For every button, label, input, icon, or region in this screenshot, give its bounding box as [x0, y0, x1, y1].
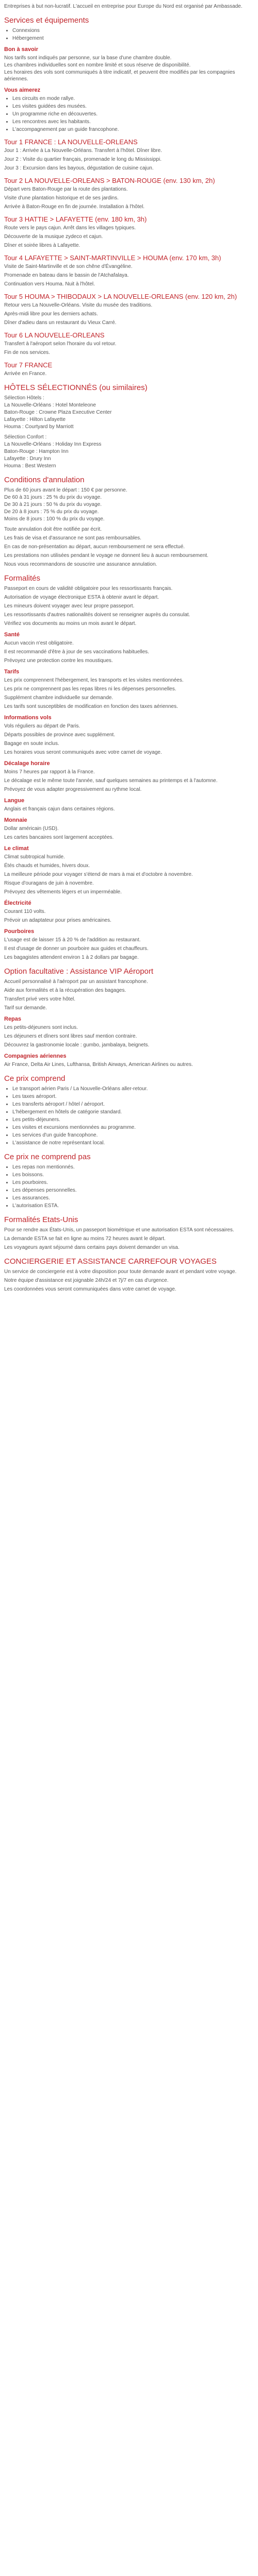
tour-paragraph: Après-midi libre pour les derniers achats. [4, 311, 98, 317]
repas-paragraph: Les déjeuners et dîners sont libres sauf mention contraire. [4, 1033, 137, 1039]
hotel-line: Lafayette : Hilton Lafayette [4, 417, 66, 422]
list-item: • Les circuits en mode rallye. [12, 95, 254, 102]
list-item: • Connexions [12, 27, 254, 34]
decalage-title: Décalage horaire [4, 760, 50, 767]
info-vols-paragraph: Vols réguliers au départ de Paris. [4, 723, 80, 729]
conditions-line: Moins de 8 jours : 100 % du prix du voyage. [4, 516, 105, 522]
tour-title: Tour 7 FRANCE [4, 361, 53, 369]
list-item: • Les transferts aéroport / hôtel / aéroport. [12, 1101, 254, 1108]
compagnies-paragraph: Air France, Delta Air Lines, Lufthansa, British Airways, American Airlines ou autres. [4, 1062, 193, 1067]
hotels-title: HÔTELS SÉLECTIONNÉS (ou similaires) [4, 383, 148, 392]
climat-paragraph: La meilleure période pour voyager s'étend de mars à mai et d'octobre à novembre. [4, 872, 193, 877]
tour-paragraph: Dîner et soirée libres à Lafayette. [4, 243, 80, 248]
hotel-line: Baton-Rouge : Crowne Plaza Executive Center [4, 410, 112, 415]
sante-paragraph: Prévoyez une protection contre les moustiques. [4, 658, 113, 664]
monnaie-paragraph: Les cartes bancaires sont largement acceptées. [4, 835, 114, 840]
tour-title: Tour 4 LAFAYETTE > SAINT-MARTINVILLE > HOUMA (env. 170 km, 3h) [4, 254, 221, 262]
hotel-line: La Nouvelle-Orléans : Hotel Monteleone [4, 402, 96, 408]
conditions-note: Les frais de visa et d'assurance ne sont pas remboursables. [4, 535, 141, 541]
compagnies-title: Compagnies aériennes [4, 1053, 67, 1059]
conditions-note: Les prestations non utilisées pendant le voyage ne donnent lieu à aucun remboursement. [4, 553, 208, 558]
tour-paragraph: Jour 3 : Excursion dans les bayous, dégustation de cuisine cajun. [4, 165, 154, 171]
list-item: • L'hébergement en hôtels de catégorie standard. [12, 1109, 254, 1115]
repas-paragraph: Les petits-déjeuners sont inclus. [4, 1025, 78, 1030]
formalites-etats-unis-paragraph: La demande ESTA se fait en ligne au moins 72 heures avant le départ. [4, 1236, 166, 1242]
list-item: • L'assistance de notre représentant local. [12, 1140, 254, 1146]
climat-paragraph: Prévoyez des vêtements légers et un imperméable. [4, 889, 122, 895]
list-item: • Les services d'un guide francophone. [12, 1132, 254, 1139]
tour-paragraph: Route vers le pays cajun. Arrêt dans les villages typiques. [4, 225, 136, 231]
tour-paragraph: Visite d'une plantation historique et de ses jardins. [4, 195, 119, 201]
tour-paragraph: Continuation vers Houma. Nuit à l'hôtel. [4, 281, 95, 287]
options-paragraph: Transfert privé vers votre hôtel. [4, 996, 76, 1002]
repas-paragraph: Découvrez la gastronomie locale : gumbo, jambalaya, beignets. [4, 1042, 150, 1048]
hotel-line: Houma : Best Western [4, 463, 56, 469]
prix-comprend-title: Ce prix comprend [4, 1074, 66, 1083]
options-title: Option facultative : Assistance VIP Aéroport [4, 967, 154, 976]
conditions-note: Nous vous recommandons de souscrire une assurance annulation. [4, 562, 157, 567]
conditions-line: Plus de 60 jours avant le départ : 150 € par personne. [4, 487, 127, 493]
monnaie-title: Monnaie [4, 817, 27, 823]
hotel-line: Baton-Rouge : Hampton Inn [4, 449, 69, 454]
tarifs-title: Tarifs [4, 669, 20, 675]
decalage-paragraph: Le décalage est le même toute l'année, sauf quelques semaines au printemps et à l'automne. [4, 778, 218, 784]
prix-comprend-list [4, 1086, 254, 1146]
pourboires-paragraph: Les bagagistes attendent environ 1 à 2 dollars par bagage. [4, 955, 139, 960]
tour-paragraph: Jour 2 : Visite du quartier français, promenade le long du Mississippi. [4, 157, 162, 162]
conditions-note: En cas de non-présentation au départ, aucun remboursement ne sera effectué. [4, 544, 185, 550]
options-paragraph: Aide aux formalités et à la récupération des bagages. [4, 988, 126, 993]
tour-paragraph: Fin de nos services. [4, 350, 50, 355]
list-item: • L'autorisation ESTA. [12, 1202, 254, 1209]
bon-a-savoir-line: Les horaires des vols sont communiqués à titre indicatif, et peuvent être modifiés par les compagnies aériennes. [4, 70, 235, 82]
services-list [4, 27, 254, 42]
list-item: • Les visites et excursions mentionnées au programme. [12, 1124, 254, 1131]
intro-text: Entreprises à but non-lucratif. L'accueil en entreprise pour Europe du Nord est organisé par Ambassade. [4, 4, 243, 9]
formalites-etats-unis-paragraph: Pour se rendre aux États-Unis, un passeport biométrique et une autorisation ESTA sont nécessaires. [4, 1227, 234, 1233]
conditions-title: Conditions d'annulation [4, 476, 85, 484]
options-paragraph: Tarif sur demande. [4, 1005, 47, 1011]
list-item: • Le transport aérien Paris / La Nouvelle-Orléans aller-retour. [12, 1086, 254, 1092]
list-item: • Les petits-déjeuners. [12, 1116, 254, 1123]
formalites-paragraph: Vérifiez vos documents au moins un mois avant le départ. [4, 621, 137, 626]
formalites-etats-unis-title: Formalités Etats-Unis [4, 1215, 78, 1224]
hotel-line: Houma : Courtyard by Marriott [4, 424, 74, 430]
decalage-paragraph: Moins 7 heures par rapport à la France. [4, 769, 95, 775]
list-item: • Les rencontres avec les habitants. [12, 118, 254, 125]
tour-title: Tour 2 LA NOUVELLE-ORLEANS > BATON-ROUGE (env. 130 km, 2h) [4, 177, 215, 184]
vous-aimerez-list [4, 95, 254, 133]
list-item: • Un programme riche en découvertes. [12, 111, 254, 117]
conciergerie-title: CONCIERGERIE ET ASSISTANCE CARREFOUR VOYAGES [4, 1257, 217, 1266]
electricite-paragraph: Courant 110 volts. [4, 909, 46, 914]
conciergerie-paragraph: Notre équipe d'assistance est joignable 24h/24 et 7j/7 en cas d'urgence. [4, 1278, 169, 1283]
list-item: • Les dépenses personnelles. [12, 1187, 254, 1194]
tarifs-paragraph: Les tarifs sont susceptibles de modification en fonction des taxes aériennes. [4, 704, 178, 709]
list-item: • Les visites guidées des musées. [12, 103, 254, 110]
tour-paragraph: Retour vers La Nouvelle-Orléans. Visite du musée des traditions. [4, 302, 153, 308]
conditions-line: De 60 à 31 jours : 25 % du prix du voyage. [4, 495, 102, 500]
sante-paragraph: Il est recommandé d'être à jour de ses vaccinations habituelles. [4, 649, 149, 655]
formalites-paragraph: Autorisation de voyage électronique ESTA à obtenir avant le départ. [4, 595, 159, 600]
tour-paragraph: Jour 1 : Arrivée à La Nouvelle-Orléans. Transfert à l'hôtel. Dîner libre. [4, 148, 162, 154]
info-vols-paragraph: Bagage en soute inclus. [4, 741, 59, 747]
hotel-line: Sélection Confort : [4, 434, 47, 440]
tour-title: Tour 5 HOUMA > THIBODAUX > LA NOUVELLE-ORLEANS (env. 120 km, 2h) [4, 293, 237, 300]
conditions-line: De 30 à 21 jours : 50 % du prix du voyage. [4, 502, 102, 507]
list-item: • L'accompagnement par un guide francophone. [12, 126, 254, 133]
tarifs-paragraph: Supplément chambre individuelle sur demande. [4, 695, 114, 701]
formalites-paragraph: Les mineurs doivent voyager avec leur propre passeport. [4, 603, 135, 609]
hotel-line: Sélection Hôtels : [4, 395, 44, 401]
climat-paragraph: Étés chauds et humides, hivers doux. [4, 863, 90, 869]
tour-title: Tour 6 LA NOUVELLE-ORLEANS [4, 331, 105, 339]
prix-ne-comprend-pas-title: Ce prix ne comprend pas [4, 1153, 91, 1161]
conciergerie-paragraph: Un service de conciergerie est à votre disposition pour toute demande avant et pendant votre voyage. [4, 1269, 237, 1275]
info-vols-paragraph: Les horaires vous seront communiqués avec votre carnet de voyage. [4, 750, 162, 755]
pourboires-paragraph: L'usage est de laisser 15 à 20 % de l'addition au restaurant. [4, 937, 141, 943]
hotel-line: Lafayette : Drury Inn [4, 456, 51, 462]
tour-paragraph: Départ vers Baton-Rouge par la route des plantations. [4, 187, 128, 192]
repas-title: Repas [4, 1016, 22, 1022]
climat-paragraph: Climat subtropical humide. [4, 854, 65, 860]
bon-a-savoir-line: Les chambres individuelles sont en nombre limité et sous réserve de disponibilité. [4, 62, 191, 68]
list-item: • Les assurances. [12, 1195, 254, 1201]
formalites-paragraph: Les ressortissants d'autres nationalités doivent se renseigner auprès du consulat. [4, 612, 190, 618]
langue-paragraph: Anglais et français cajun dans certaines régions. [4, 806, 115, 812]
options-paragraph: Accueil personnalisé à l'aéroport par un assistant francophone. [4, 979, 148, 985]
hotel-line: La Nouvelle-Orléans : Holiday Inn Express [4, 442, 102, 447]
tour-paragraph: Visite de Saint-Martinville et de son chêne d'Évangéline. [4, 264, 133, 269]
tour-paragraph: Arrivée à Baton-Rouge en fin de journée. Installation à l'hôtel. [4, 204, 145, 210]
sante-paragraph: Aucun vaccin n'est obligatoire. [4, 640, 74, 646]
list-item: • Les repas non mentionnés. [12, 1164, 254, 1171]
info-vols-paragraph: Départs possibles de province avec supplément. [4, 732, 116, 738]
conciergerie-paragraph: Les coordonnées vous seront communiquées dans votre carnet de voyage. [4, 1286, 176, 1292]
formalites-etats-unis-paragraph: Les voyageurs ayant séjourné dans certains pays doivent demander un visa. [4, 1245, 180, 1250]
list-item: • Les taxes aéroport. [12, 1093, 254, 1100]
tour-paragraph: Dîner d'adieu dans un restaurant du Vieux Carré. [4, 320, 117, 326]
services-title: Services et équipements [4, 16, 89, 25]
list-item: • Les boissons. [12, 1172, 254, 1178]
pourboires-title: Pourboires [4, 928, 35, 935]
tour-paragraph: Promenade en bateau dans le bassin de l'Atchafalaya. [4, 273, 129, 278]
info-vols-title: Informations vols [4, 715, 52, 721]
formalites-paragraph: Passeport en cours de validité obligatoire pour les ressortissants français. [4, 586, 173, 591]
list-item: • Hébergement [12, 35, 254, 42]
formalites-title: Formalités [4, 574, 41, 583]
itinerary [4, 138, 254, 377]
decalage-paragraph: Prévoyez de vous adapter progressivement au rythme local. [4, 787, 142, 792]
tour-title: Tour 3 HATTIE > LAFAYETTE (env. 180 km, 3h) [4, 215, 147, 223]
tarifs-paragraph: Les prix comprennent l'hébergement, les transports et les visites mentionnées. [4, 677, 184, 683]
sante-title: Santé [4, 632, 20, 638]
conditions-note: Toute annulation doit être notifiée par écrit. [4, 527, 102, 532]
monnaie-paragraph: Dollar américain (USD). [4, 826, 59, 832]
langue-title: Langue [4, 798, 25, 804]
electricite-paragraph: Prévoir un adaptateur pour prises américaines. [4, 918, 111, 923]
climat-title: Le climat [4, 845, 29, 852]
tour-paragraph: Transfert à l'aéroport selon l'horaire du vol retour. [4, 341, 117, 347]
tour-paragraph: Découverte de la musique zydeco et cajun. [4, 234, 103, 240]
bon-a-savoir-title: Bon à savoir [4, 46, 39, 53]
tarifs-paragraph: Les prix ne comprennent pas les repas libres ni les dépenses personnelles. [4, 686, 176, 692]
tour-title: Tour 1 FRANCE : LA NOUVELLE-ORLEANS [4, 138, 138, 146]
conditions-line: De 20 à 8 jours : 75 % du prix du voyage. [4, 509, 99, 515]
vous-aimerez-title: Vous aimerez [4, 87, 41, 93]
tour-paragraph: Arrivée en France. [4, 371, 47, 377]
electricite-title: Électricité [4, 900, 31, 906]
pourboires-paragraph: Il est d'usage de donner un pourboire aux guides et chauffeurs. [4, 946, 149, 952]
prix-ne-comprend-pas-list [4, 1164, 254, 1209]
climat-paragraph: Risque d'ouragans de juin à novembre. [4, 880, 94, 886]
list-item: • Les pourboires. [12, 1179, 254, 1186]
bon-a-savoir-line: Nos tarifs sont indiqués par personne, sur la base d'une chambre double. [4, 55, 172, 61]
